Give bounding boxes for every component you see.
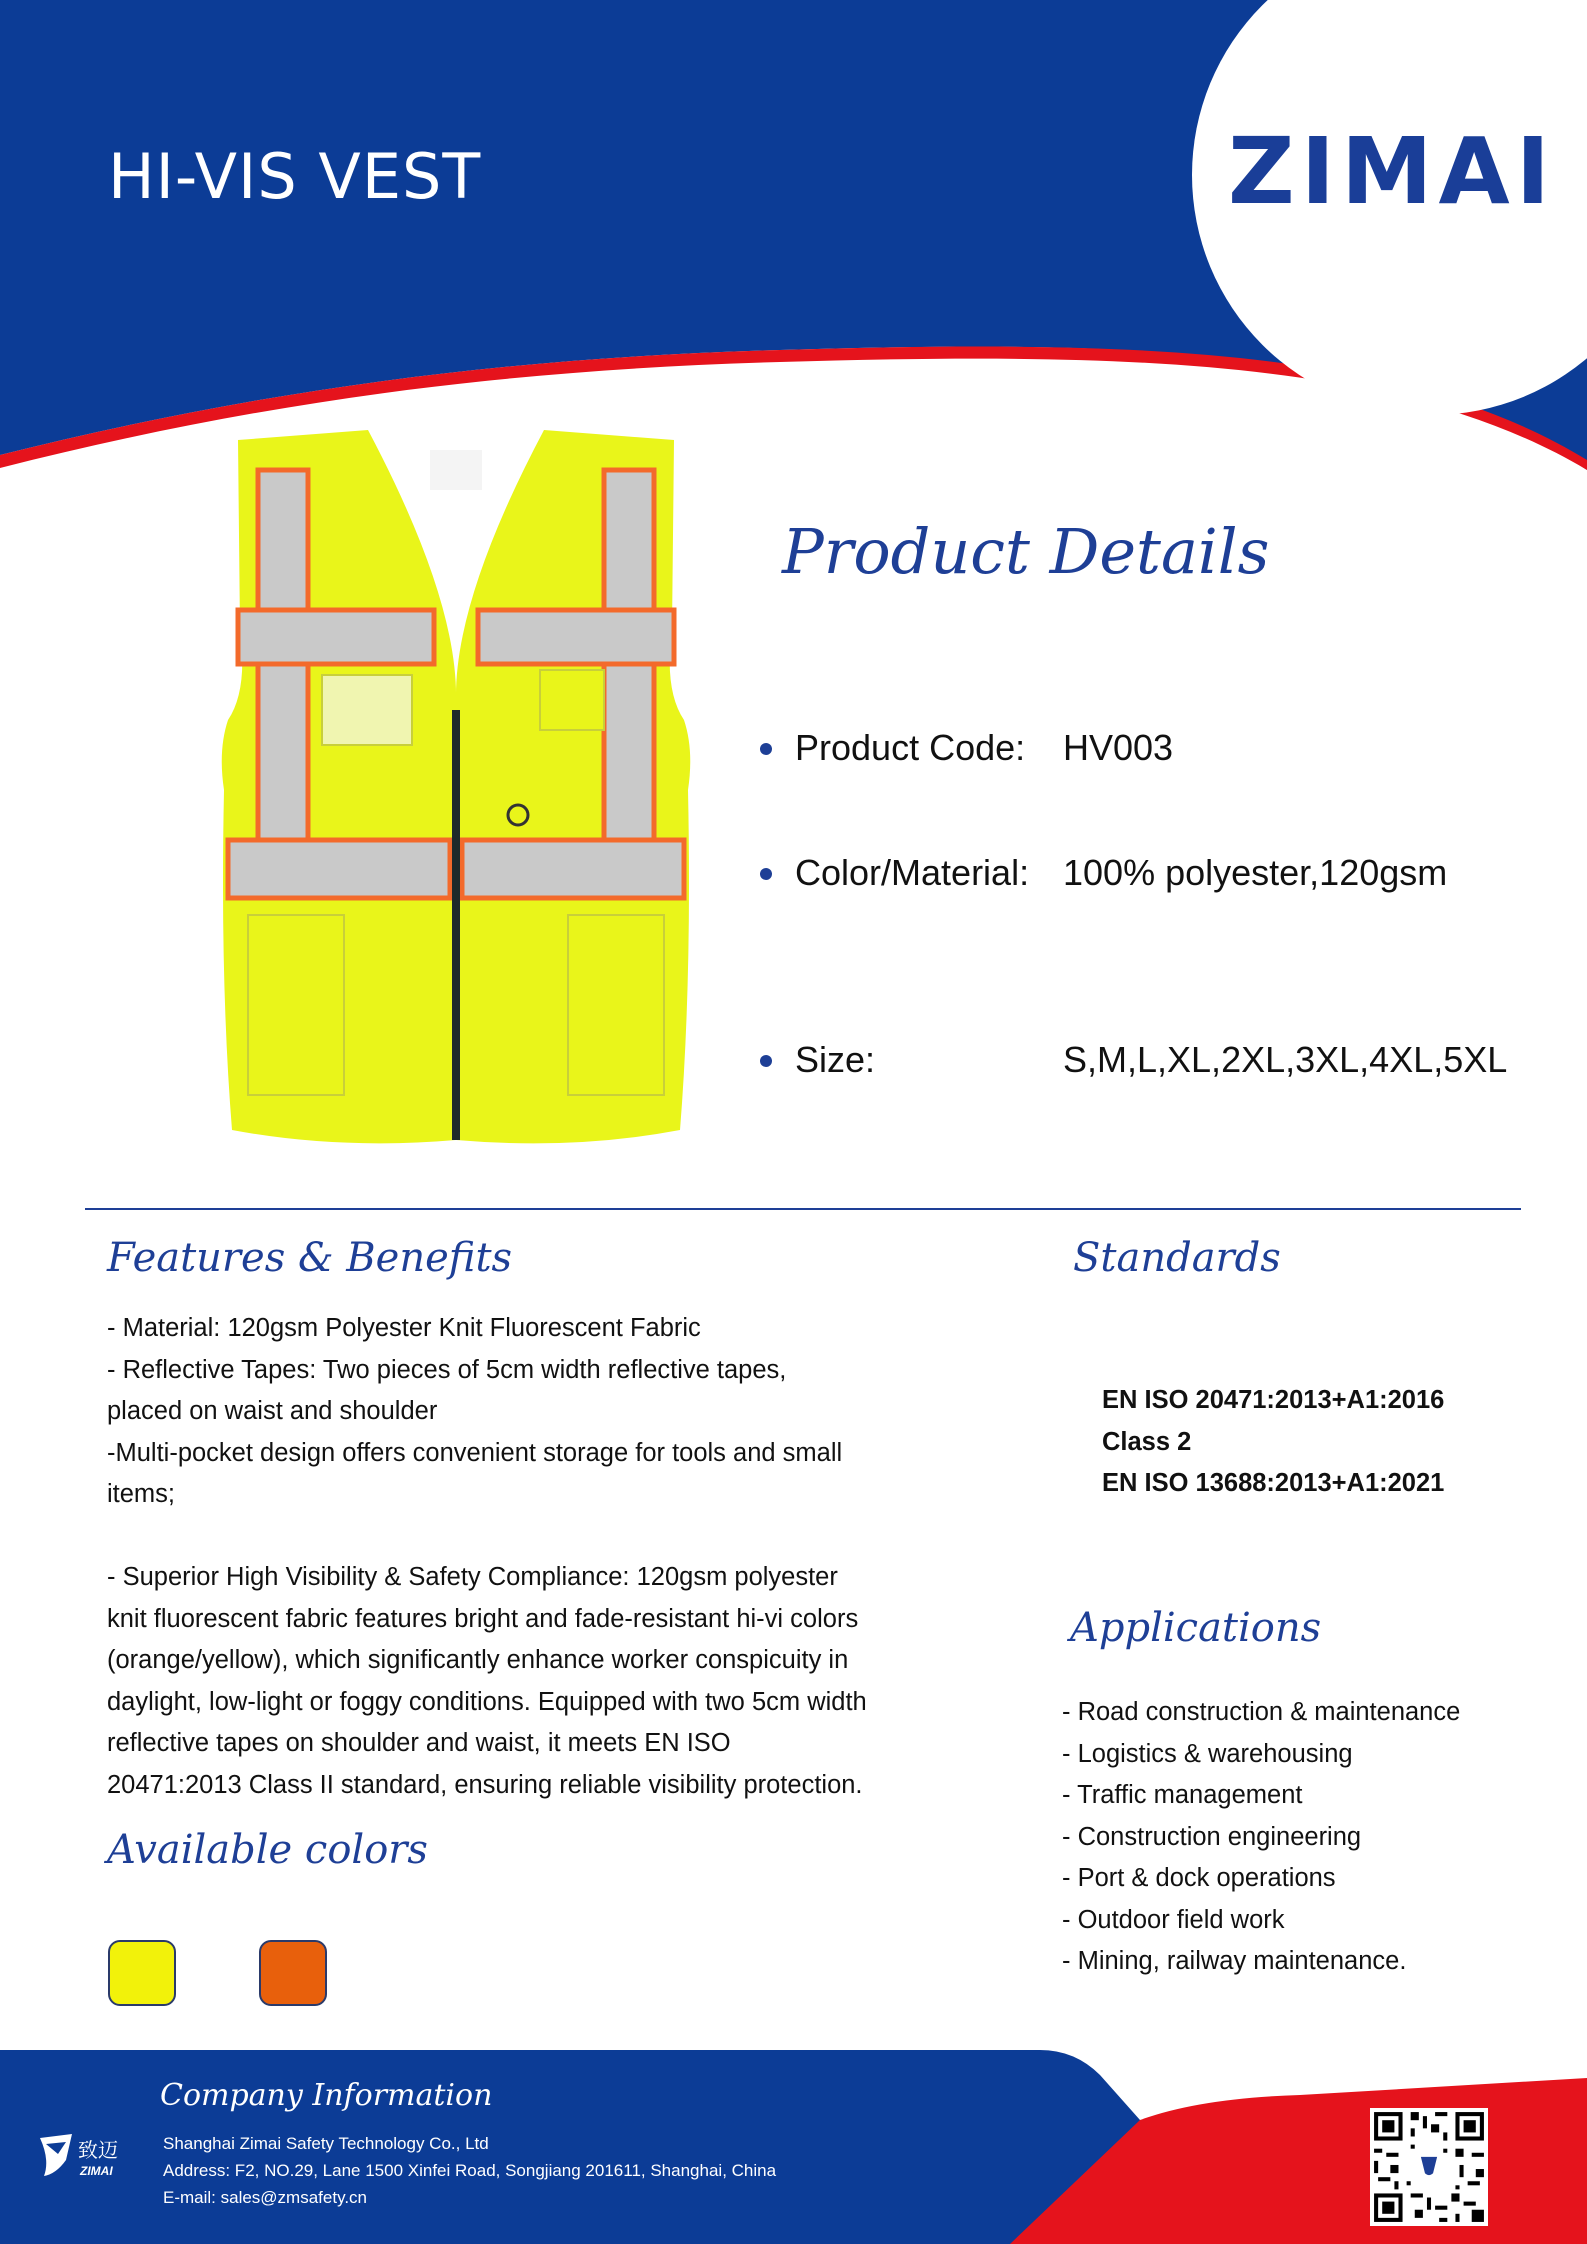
footer-logo-en: ZIMAI: [80, 2164, 113, 2178]
application-item: - Mining, railway maintenance.: [1062, 1947, 1407, 1975]
application-item: - Port & dock operations: [1062, 1864, 1336, 1892]
header-banner: [0, 0, 1587, 470]
features-line: (orange/yellow), which significantly enhance worker conspicuity in: [107, 1646, 849, 1674]
brand-logo: ZIMAI: [1228, 118, 1556, 225]
bullet-icon: [760, 743, 772, 755]
standard-item: Class 2: [1102, 1427, 1192, 1456]
features-line: knit fluorescent fabric features bright and fade-resistant hi-vi colors: [107, 1604, 859, 1633]
features-line: placed on waist and shoulder: [107, 1397, 438, 1425]
features-line: - Superior High Visibility & Safety Compliance: 120gsm polyester: [107, 1563, 838, 1591]
standard-item: EN ISO 20471:2013+A1:2016: [1102, 1386, 1445, 1414]
footer-logo: [36, 2130, 136, 2190]
features-line: items;: [107, 1480, 176, 1508]
features-line: daylight, low-light or foggy conditions. Equipped with two 5cm width: [107, 1687, 867, 1716]
application-item: - Traffic management: [1062, 1781, 1303, 1809]
standards-list: [1102, 1380, 1444, 1505]
section-divider: [85, 1208, 1521, 1210]
features-line: 20471:2013 Class II standard, ensuring reliable visibility protection.: [107, 1770, 863, 1799]
company-address: Address: F2, NO.29, Lane 1500 Xinfei Road, Songjiang 201611, Shanghai, China: [163, 2161, 777, 2180]
page-title: HI-VIS VEST: [108, 140, 482, 213]
product-code-value: HV003: [1063, 727, 1174, 768]
features-line: -Multi-pocket design offers convenient storage for tools and small: [107, 1438, 843, 1467]
company-email: E-mail: sales@zmsafety.cn: [163, 2188, 367, 2207]
footer-logo-cn: 致迈: [78, 2138, 118, 2162]
qr-code[interactable]: [1370, 2108, 1488, 2226]
color-swatch-yellow: [108, 1940, 176, 2006]
application-item: - Construction engineering: [1062, 1822, 1362, 1851]
features-title: Features & Benefits: [107, 1235, 513, 1281]
bullet-icon: [760, 868, 772, 880]
product-code-label: Product Code:: [795, 727, 1026, 768]
features-line: [107, 1516, 937, 1558]
application-item: - Outdoor field work: [1062, 1905, 1285, 1934]
company-info-title: Company Information: [160, 2078, 493, 2113]
features-line: - Reflective Tapes: Two pieces of 5cm width reflective tapes,: [107, 1355, 787, 1384]
color-material-label: Color/Material:: [795, 852, 1030, 893]
size-label: Size:: [795, 1039, 876, 1080]
applications-title: Applications: [1070, 1605, 1322, 1651]
available-colors-title: Available colors: [107, 1827, 428, 1873]
size-value: S,M,L,XL,2XL,3XL,4XL,5XL: [1063, 1039, 1508, 1080]
features-line: reflective tapes on shoulder and waist, it meets EN ISO: [107, 1729, 731, 1757]
application-item: - Road construction & maintenance: [1062, 1698, 1461, 1726]
features-line: - Material: 120gsm Polyester Knit Fluorescent Fabric: [107, 1314, 701, 1342]
features-text: [107, 1308, 937, 1806]
shield-logo-icon: [36, 2130, 76, 2180]
standards-title: Standards: [1073, 1235, 1281, 1281]
bullet-icon: [760, 1055, 772, 1067]
vest-product-image: [218, 430, 694, 1150]
application-item: - Logistics & warehousing: [1062, 1739, 1353, 1768]
product-details-title: Product Details: [782, 515, 1270, 588]
color-swatch-orange: [259, 1940, 327, 2006]
standard-item: EN ISO 13688:2013+A1:2021: [1102, 1469, 1445, 1497]
color-material-value: 100% polyester,120gsm: [1063, 852, 1448, 893]
company-name: Shanghai Zimai Safety Technology Co., Ltd: [163, 2134, 489, 2153]
applications-list: [1062, 1692, 1460, 1983]
